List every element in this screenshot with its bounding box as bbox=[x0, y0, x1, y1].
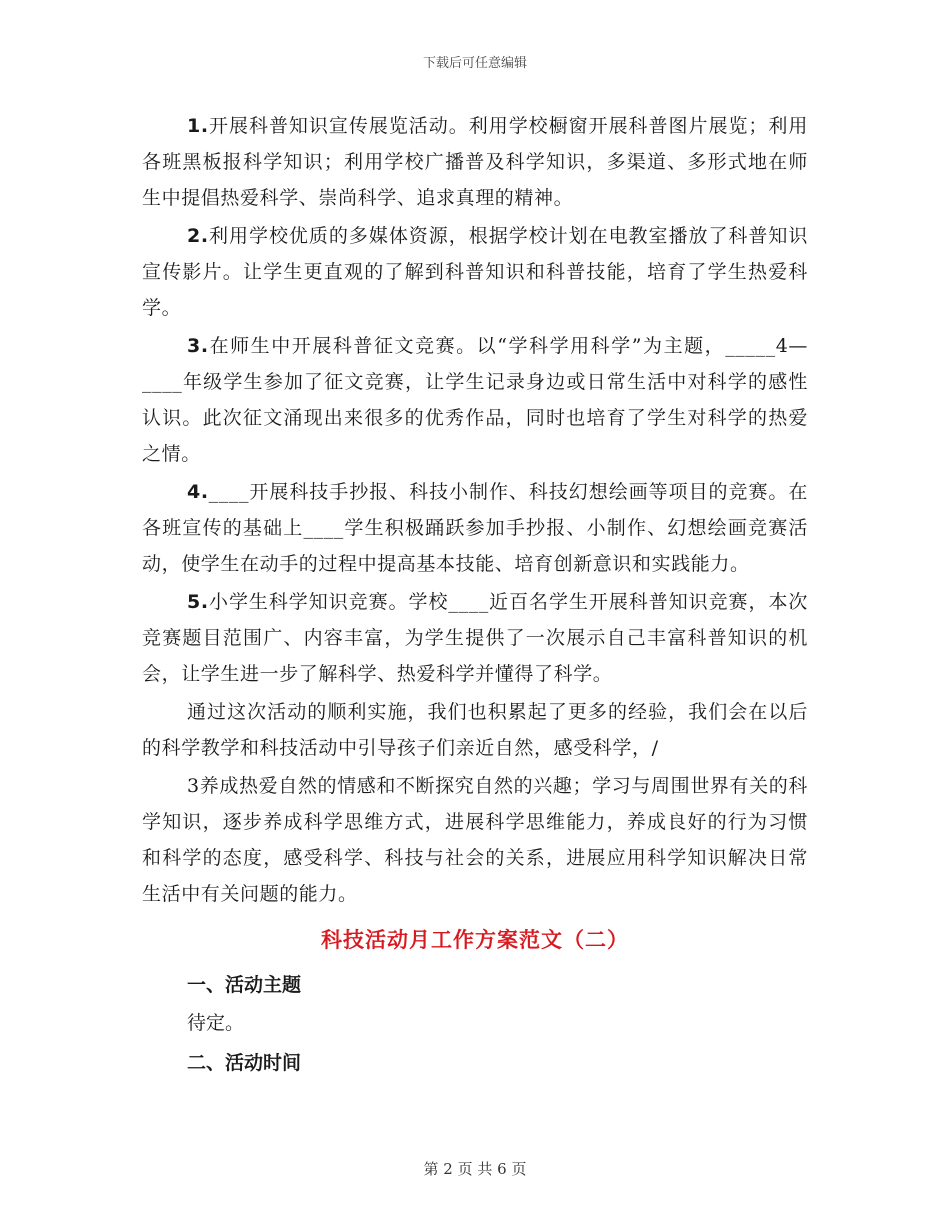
page-header: 下载后可任意编辑 bbox=[422, 56, 527, 71]
paragraph-1 bbox=[142, 108, 808, 216]
item-number: 4. bbox=[187, 481, 209, 503]
section-heading-time: 二、活动时间 bbox=[187, 1052, 302, 1074]
paragraph-4 bbox=[142, 474, 808, 582]
document-body bbox=[142, 108, 808, 1082]
paragraph-goals bbox=[142, 768, 808, 912]
paragraph-text: 在师生中开展科普征文竞赛。以“学科学用科学”为主题，_____4—____年级学生参加了征文竞赛，让学生记录身边或日常生活中对科学的感性认识。此次征文涌现出来很多的优秀作品，同时也培育了学生对科学的热爱之情。 bbox=[142, 335, 808, 465]
page-footer: 第 2 页 共 6 页 bbox=[423, 1160, 527, 1178]
section-text-theme: 待定。 bbox=[187, 1012, 245, 1034]
paragraph-3 bbox=[142, 328, 808, 472]
paragraph-text: 3养成热爱自然的情感和不断探究自然的兴趣；学习与周围世界有关的科学知识，逐步养成科学思维方式，进展科学思维能力，养成良好的行为习惯和科学的态度，感受科学、科技与社会的关系，进展应用科学知识解决日常生活中有关问题的能力。 bbox=[142, 775, 808, 905]
paragraph-5 bbox=[142, 584, 808, 692]
section-heading-theme: 一、活动主题 bbox=[187, 974, 302, 996]
section-title: 科技活动月工作方案范文（二） bbox=[321, 927, 629, 952]
paragraph-text: ____开展科技手抄报、科技小制作、科技幻想绘画等项目的竞赛。在各班宣传的基础上____学生积极踊跃参加手抄报、小制作、幻想绘画竞赛活动，使学生在动手的过程中提高基本技能、培育创新意识和实践能力。 bbox=[142, 481, 808, 575]
item-number: 5. bbox=[187, 591, 209, 613]
paragraph-text: 利用学校优质的多媒体资源，根据学校计划在电教室播放了科普知识宣传影片。让学生更直观的了解到科普知识和科普技能，培育了学生热爱科学。 bbox=[142, 225, 808, 319]
paragraph-text: 通过这次活动的顺利实施，我们也积累起了更多的经验，我们会在以后的科学教学和科技活动中引导孩子们亲近自然，感受科学，/ bbox=[142, 701, 808, 759]
item-number: 1. bbox=[187, 115, 209, 137]
paragraph-summary bbox=[142, 694, 808, 766]
paragraph-text: 开展科普知识宣传展览活动。利用学校橱窗开展科普图片展览；利用各班黑板报科学知识；利用学校广播普及科学知识，多渠道、多形式地在师生中提倡热爱科学、崇尚科学、追求真理的精神。 bbox=[142, 115, 808, 209]
item-number: 2. bbox=[187, 225, 209, 247]
paragraph-text: 小学生科学知识竞赛。学校____近百名学生开展科普知识竞赛，本次竞赛题目范围广、内容丰富，为学生提供了一次展示自己丰富科普知识的机会，让学生进一步了解科学、热爱科学并懂得了科学。 bbox=[142, 591, 808, 685]
paragraph-2 bbox=[142, 218, 808, 326]
item-number: 3. bbox=[187, 335, 209, 357]
